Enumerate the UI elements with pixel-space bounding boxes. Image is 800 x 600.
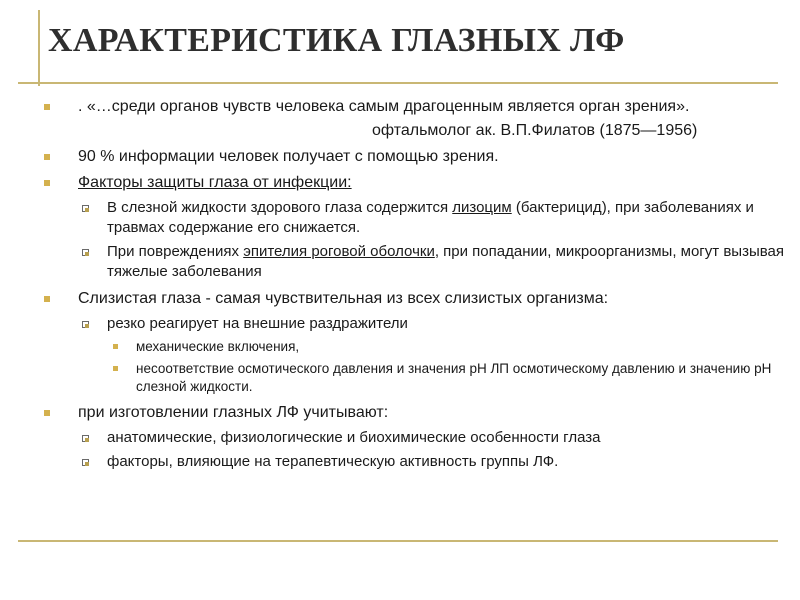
fact-text: 90 % информации человек получает с помощью зрения.	[78, 148, 499, 165]
checkbox-bullet-icon	[82, 205, 89, 212]
slide-body	[0, 96, 800, 472]
mucosa-sub-text: резко реагирует на внешние раздражители	[107, 315, 408, 332]
mucosa-heading: Слизистая глаза - самая чувствительная из всех слизистых организма:	[78, 290, 609, 307]
manufacturing-item-text: анатомические, физиологические и биохимические особенности глаза	[107, 429, 601, 446]
mucosa-detail-text: механические включения,	[136, 339, 300, 354]
manufacturing-heading: при изготовлении глазных ЛФ учитывают:	[78, 404, 389, 421]
epithelium-term: эпителия роговой оболочки	[243, 243, 435, 260]
square-bullet-icon	[44, 154, 50, 160]
title-accent-bar	[38, 10, 40, 86]
protection-item-1	[0, 198, 800, 238]
protection-item-1-before: В слезной жидкости здорового глаза содержится	[107, 199, 453, 216]
checkbox-bullet-icon	[82, 321, 89, 328]
protection-heading: Факторы защиты глаза от инфекции:	[78, 174, 352, 191]
manufacturing-item	[0, 452, 800, 472]
checkbox-bullet-icon	[82, 435, 89, 442]
title-divider	[18, 82, 778, 84]
protection-item-2-before: При повреждениях	[107, 243, 244, 260]
mucosa-sub-item	[0, 314, 800, 334]
quote-text: . «…среди органов чувств человека самым драгоценным является орган зрения».	[78, 98, 690, 115]
manufacturing-heading-item	[0, 402, 800, 424]
protection-item-2	[0, 242, 800, 282]
square-bullet-icon	[44, 296, 50, 302]
quote-attribution: офтальмолог ак. В.П.Филатов (1875—1956)	[372, 122, 698, 139]
mucosa-detail-text: несоответствие осмотического давления и значения pH ЛП осмотическому давлению и значению pH слезной жидкости.	[136, 361, 772, 394]
square-bullet-icon	[44, 180, 50, 186]
footer-divider	[18, 540, 778, 542]
small-square-bullet-icon	[113, 344, 118, 349]
mucosa-heading-item	[0, 288, 800, 310]
protection-item-2-after: , при попадании, микроорганизмы, могут вызывая тяжелые заболевания	[107, 243, 784, 280]
square-bullet-icon	[44, 104, 50, 110]
manufacturing-item-text: факторы, влияющие на терапевтическую активность группы ЛФ.	[107, 453, 559, 470]
mucosa-detail-item	[0, 338, 800, 356]
checkbox-bullet-icon	[82, 459, 89, 466]
mucosa-detail-item	[0, 360, 800, 396]
manufacturing-item	[0, 428, 800, 448]
slide-title: ХАРАКТЕРИСТИКА ГЛАЗНЫХ ЛФ	[48, 22, 625, 59]
lysozyme-term: лизоцим	[452, 199, 512, 216]
checkbox-bullet-icon	[82, 249, 89, 256]
quote-item	[0, 96, 800, 118]
small-square-bullet-icon	[113, 366, 118, 371]
protection-item-1-after: (бактерицид), при заболеваниях и травмах содержание его снижается.	[107, 199, 754, 236]
square-bullet-icon	[44, 410, 50, 416]
fact-item	[0, 146, 800, 168]
protection-heading-item	[0, 172, 800, 194]
